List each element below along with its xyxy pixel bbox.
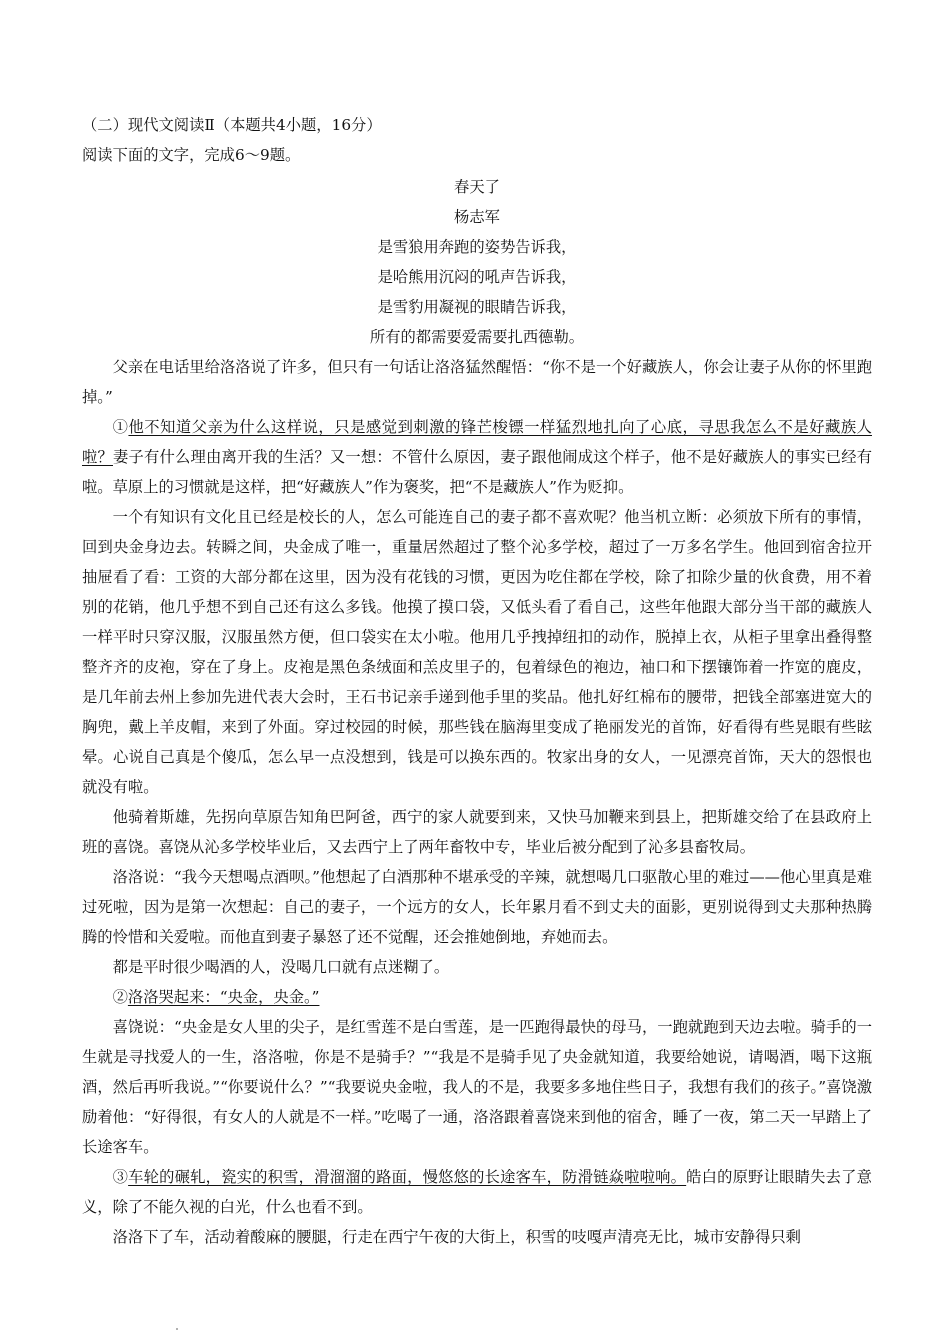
paragraph-marked [82, 412, 872, 502]
poem-author: 杨志军 [454, 208, 500, 226]
paragraph-text: 妻子有什么理由离开我的生活？又一想：不管什么原因，妻子跟他闹成这个样子，他不是好藏族人的事实已经有啦。草原上的习惯就是这样，把“好藏族人”作为褒奖，把“不是藏族人”作为贬抑。 [82, 448, 872, 496]
circled-number-1: ① [112, 418, 129, 436]
poem-title: 春天了 [454, 178, 500, 196]
paragraph: 一个有知识有文化且已经是校长的人，怎么可能连自己的妻子都不喜欢呢？他当机立断：必须放下所有的事情，回到央金身边去。转瞬之间，央金成了唯一，重量居然超过了整个沁多学校，超过了一万多名学生。他回到宿舍拉开抽屉看了看：工资的大部分都在这里，因为没有花钱的习惯，更因为吃住都在学校，除了扣除少量的伙食费，用不着别的花销，他几乎想不到自己还有这么多钱。他摸了摸口袋，又低头看了看自己，这些年他跟大部分当干部的藏族人一样平时只穿汉服，汉服虽然方便，但口袋实在太小啦。他用几乎拽掉纽扣的动作，脱掉上衣，从柜子里拿出叠得整整齐齐的皮袍，穿在了身上。皮袍是黑色条绒面和羔皮里子的，包着绿色的袍边，袖口和下摆镶饰着一拃宽的鹿皮，是几年前去州上参加先进代表大会时，王石书记亲手递到他手里的奖品。他扎好红棉布的腰带，把钱全部塞进宽大的胸兜，戴上羊皮帽，来到了外面。穿过校园的时候，那些钱在脑海里变成了艳丽发光的首饰，好看得有些晃眼有些眩晕。心说自己真是个傻瓜，怎么早一点没想到，钱是可以换东西的。牧家出身的女人，一见漂亮首饰，天大的怨恨也就没有啦。 [82, 508, 872, 796]
paragraph-marked [82, 1162, 872, 1222]
paragraph: 喜饶说：“央金是女人里的尖子，是红雪莲不是白雪莲，是一匹跑得最快的母马，一跑就跑到天边去啦。骑手的一生就是寻找爱人的一生，洛洛啦，你是不是骑手？”“我是不是骑手见了央金就知道，我要给她说，请喝酒，喝下这瓶酒，然后再听我说。”“你要说什么？”“我要说央金啦，我人的不是，我要多多地住些日子，我想有我们的孩子。”喜饶激励着他：“好得很，有女人的人就是不一样。”吃喝了一通，洛洛跟着喜饶来到他的宿舍，睡了一夜，第二天一早踏上了长途客车。 [82, 1018, 872, 1156]
paragraph: 父亲在电话里给洛洛说了许多，但只有一句话让洛洛猛然醒悟：“你不是一个好藏族人，你会让妻子从你的怀里跑掉。” [82, 358, 872, 406]
poem-line: 是雪豹用凝视的眼睛告诉我， [377, 298, 577, 316]
poem-line: 是哈熊用沉闷的吼声告诉我， [377, 268, 577, 286]
poem-line: 所有的都需要爱需要扎西德勒。 [369, 328, 585, 346]
section-heading: （二）现代文阅读Ⅱ（本题共4小题，16分） [82, 116, 382, 134]
paragraph: 都是平时很少喝酒的人，没喝几口就有点迷糊了。 [112, 958, 450, 976]
paragraph-marked [82, 982, 872, 1012]
reading-passage [82, 110, 872, 1252]
paragraph: 他骑着斯雄，先拐向草原告知角巴阿爸，西宁的家人就要到来，又快马加鞭来到县上，把斯雄交给了在县政府上班的喜饶。喜饶从沁多学校毕业后，又去西宁上了两年畜牧中专，毕业后被分配到了沁多县畜牧局。 [82, 808, 872, 856]
page-mark [176, 1328, 178, 1330]
poem-line: 是雪狼用奔跑的姿势告诉我， [377, 238, 577, 256]
underlined-sentence: 他不知道父亲为什么这样说，只是感觉到刺激的锋芒梭镖一样猛烈地扎向了心底，寻思我怎么不是好藏族人啦？ [82, 418, 872, 466]
paragraph: 洛洛说：“我今天想喝点酒呗。”他想起了白酒那种不堪承受的辛辣，就想喝几口驱散心里的难过——他心里真是难过死啦，因为是第一次想起：自己的妻子，一个远方的女人，长年累月看不到丈夫的面影，更别说得到丈夫那种热腾腾的怜惜和关爱啦。而他直到妻子暴怒了还不觉醒，还会推她倒地，弃她而去。 [82, 868, 872, 946]
paragraph: 洛洛下了车，活动着酸麻的腰腿，行走在西宁午夜的大街上，积雪的吱嘎声清亮无比，城市安静得只剩 [112, 1228, 801, 1246]
underlined-sentence: 车轮的碾轧，瓷实的积雪，滑溜溜的路面，慢悠悠的长途客车，防滑链焱啦啦响。 [128, 1168, 687, 1186]
circled-number-2: ② [112, 988, 128, 1006]
paragraph-text: 皓白的原野让眼睛失去了意义，除了不能久视的白光，什么也看不到。 [82, 1168, 872, 1216]
circled-number-3: ③ [112, 1168, 129, 1186]
poem [82, 172, 872, 352]
underlined-sentence: 洛洛哭起来：“央金，央金。” [127, 988, 320, 1006]
instruction: 阅读下面的文字，完成6～9题。 [82, 146, 301, 164]
